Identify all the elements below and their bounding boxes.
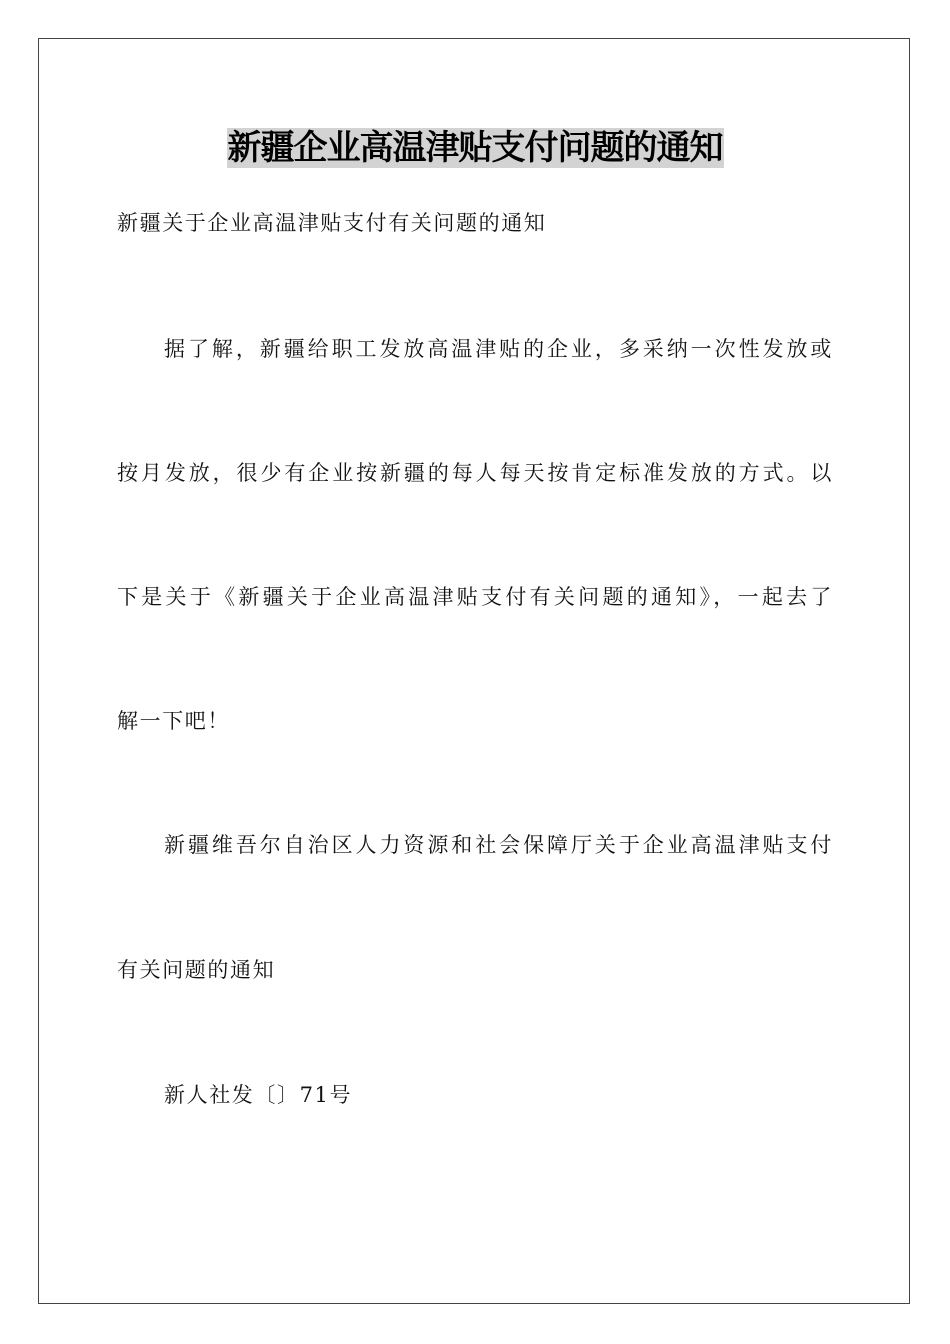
document-title: 新疆企业高温津贴支付问题的通知 — [227, 128, 723, 168]
document-subtitle: 新疆关于企业高温津贴支付有关问题的通知 — [117, 211, 547, 235]
paragraph-2-line-2: 有关问题的通知 — [117, 958, 276, 982]
paragraph-2-line-1: 新疆维吾尔自治区人力资源和社会保障厅关于企业高温津贴支付 — [164, 833, 833, 857]
paragraph-1-line-1: 据了解，新疆给职工发放高温津贴的企业，多采纳一次性发放或 — [164, 337, 833, 361]
document-number: 新人社发〔〕71号 — [164, 1083, 353, 1107]
paragraph-1-line-2: 按月发放，很少有企业按新疆的每人每天按肯定标准发放的方式。以 — [117, 461, 833, 485]
title-container — [0, 128, 950, 168]
paragraph-1-line-4: 解一下吧！ — [117, 709, 230, 733]
paragraph-1-line-3: 下是关于《新疆关于企业高温津贴支付有关问题的通知》，一起去了 — [117, 585, 833, 609]
